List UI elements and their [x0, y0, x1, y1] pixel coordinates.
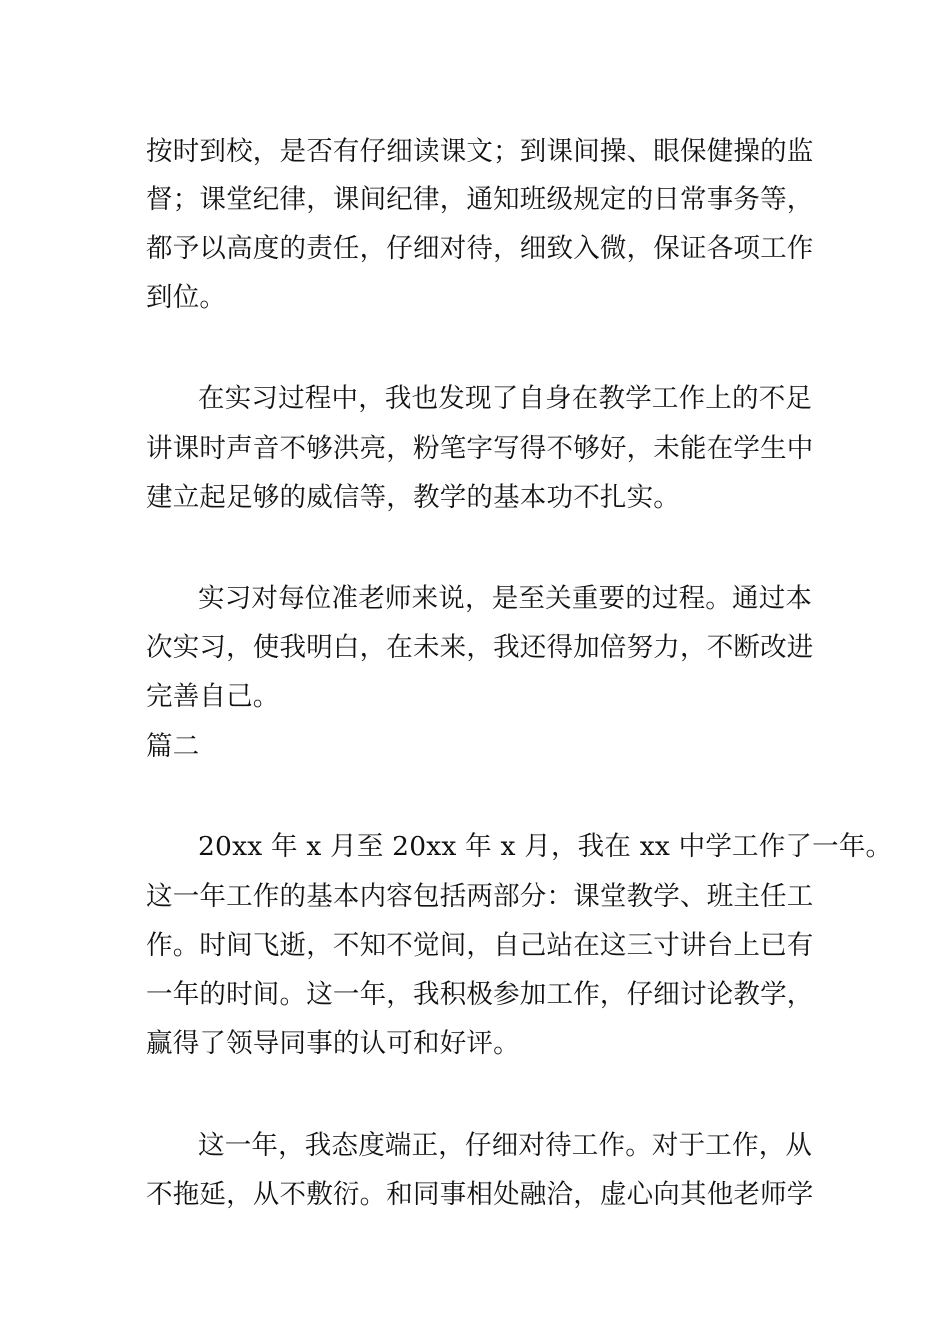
paragraph-5-line-1: 这一年，我态度端正，仔细对待工作。对于工作，从 — [198, 1130, 813, 1161]
paragraph-3-line-3: 完善自己。 — [146, 681, 280, 712]
paragraph-3-line-1: 实习对每位准老师来说，是至关重要的过程。通过本 — [198, 583, 813, 614]
paragraph-2-line-3: 建立起足够的威信等，教学的基本功不扎实。 — [146, 482, 680, 513]
paragraph-1-line-4: 到位。 — [146, 282, 227, 313]
paragraph-1-line-1: 按时到校，是否有仔细读课文；到课间操、眼保健操的监 — [146, 136, 814, 167]
paragraph-4-line-1: 20xx 年 x 月至 20xx 年 x 月，我在 xx 中学工作了一年。 — [198, 831, 893, 862]
paragraph-3-line-2: 次实习，使我明白，在未来，我还得加倍努力，不断改进 — [146, 632, 814, 663]
paragraph-4-line-4: 一年的时间。这一年，我积极参加工作，仔细讨论教学， — [146, 979, 814, 1010]
paragraph-2-line-1: 在实习过程中，我也发现了自身在教学工作上的不足 — [198, 383, 813, 414]
paragraph-5-line-2: 不拖延，从不敷衍。和同事相处融洽，虚心向其他老师学 — [146, 1179, 814, 1210]
paragraph-4-line-3: 作。时间飞逝，不知不觉间，自己站在这三寸讲台上已有 — [146, 930, 814, 961]
paragraph-4-line-5: 赢得了领导同事的认可和好评。 — [146, 1028, 520, 1059]
paragraph-1-line-3: 都予以高度的责任，仔细对待，细致入微，保证各项工作 — [146, 233, 814, 264]
paragraph-4-line-2: 这一年工作的基本内容包括两部分：课堂教学、班主任工 — [146, 881, 814, 912]
section-heading: 篇二 — [146, 731, 200, 762]
paragraph-2-line-2: 讲课时声音不够洪亮，粉笔字写得不够好，未能在学生中 — [146, 433, 814, 464]
paragraph-1-line-2: 督；课堂纪律，课间纪律，通知班级规定的日常事务等， — [146, 184, 814, 215]
